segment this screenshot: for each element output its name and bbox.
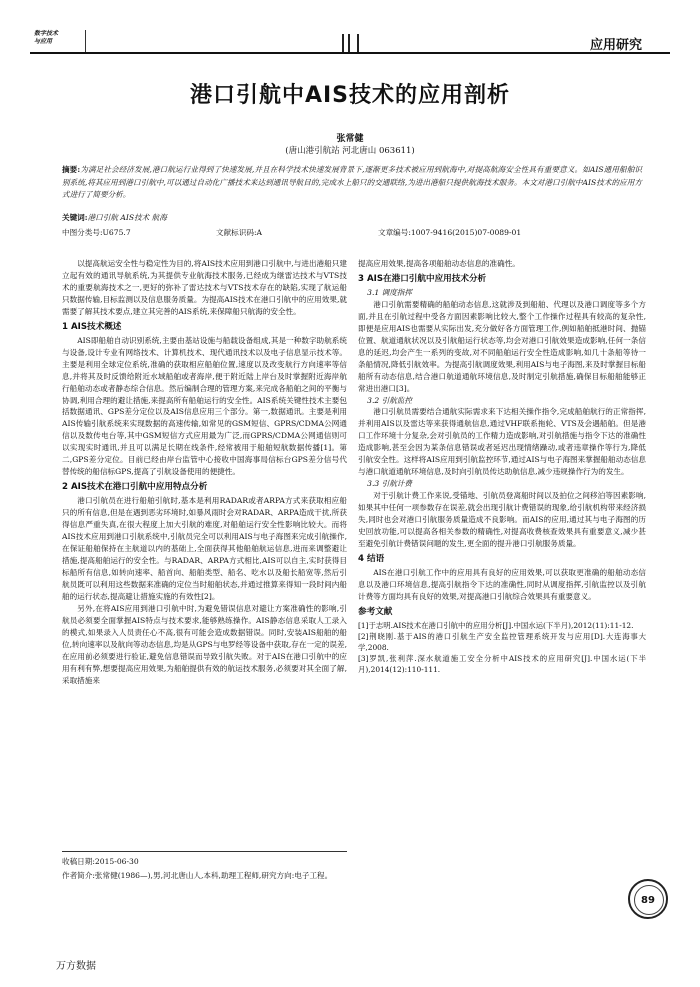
watermark-text: 万方数据 <box>56 961 96 972</box>
author-affiliation: (唐山港引航站 河北唐山 063611) <box>285 146 415 156</box>
section-3-2-text: 港口引航员需要结合通航实际需求来下达相关操作指令,完成船舶航行的正常指挥,并利用AIS以及雷达等来获得通航信息,通过VHF联系拖轮、VTS及会遇船舶。但是港口工作环境十分复杂,会对引航员的工作精力造成影响,对引航措施与指令下达的准确性造成影响,甚至会因为某条信息错误或者延迟出现情绪躁动,或者违章操作等行为,降低引航安全性。这样将AIS应用到引航监控环节,通过AIS与电子海图来掌握船舶动态信息与港口航道通航环境信息,及时向引航员传达助航信息,减少违规操作行为的发生。 <box>358 407 646 477</box>
clc-number: 中图分类号:U675.7 <box>62 228 131 237</box>
section-3-1-text: 港口引航需要精确的船舶动态信息,这就涉及到船舶、代理以及港口调度等多个方面,并且在引航过程中受各方面因素影响比较大,整个工作操作过程具有较高的复杂性,即便是应用AIS也需要从实际出发,充分做好各方面管理工作,例如船舶抵港时间、抛锚位置、航道通航状况以及引航船运行状态等,均会对港口引航效果造成影响,任何一条信息的延迟,均会产生一系列的变故,对不同船舶运行安全性造成影响,如几十条船等待一条船情况,降低引航效率。为提高引航调度效果,利用AIS与电子海图,来及时掌握目标船舶所有动态信息,结合港口航道通航环境信息,及时制定引航措施,确保目标船舶能够正常进出港口[3]。 <box>358 299 646 393</box>
section-1-heading: 1 AIS技术概述 <box>62 321 122 332</box>
section-2-paragraph-1: 港口引航员在进行船舶引航时,基本是利用RADAR或者ARPA方式来获取相应船只的所有信息,但是在遇到恶劣环境时,如暴风雨时会对RADAR、ARPA造成干扰,所获得信息严重失真,在很大程度上加大引航的难度,对船舶运行安全性影响比较大。而将AIS技术应用到港口引航系统中,引航员完全可以利用AIS与电子海图来完成引航操作,在保证船舶保持在主航道以内的基础上,全面获得其他船舶航运信息,进而来调整避让措施,提高船舶运行的安全性。与RADAR、ARPA方式相比,AIS可以自主,实时获得目标船所有信息,如转向速率、船首向、船舶类型、船名、吃水以及船长船宽等,然后引航员既可以利用这些数据来准确的定位当时船舶状态,并通过推算来得知一段时间内船舶的运行状态,提高避让措施实施的有效性[2]。 <box>62 496 347 601</box>
keywords-label: 关键词: <box>62 213 88 222</box>
journal-logo-line1: 数字技术 <box>34 30 59 37</box>
section-3-2-heading: 3.2 引航监控 <box>367 395 412 405</box>
reference-item: [2]荆晓刚.基于AIS的港口引航生产安全监控管理系统开发与应用[D].大连海事大学,2008. <box>358 631 646 652</box>
page-number: 89 <box>641 895 655 906</box>
abstract-text: 为满足社会经济发展,港口航运行业得到了快速发展,并且在科学技术快速发展背景下,逐渐更多技术被应用到航海中,对提高航海安全性具有重要意义。如AIS通用船舶识别系统,将其应用到港口引航中,可以通过自动化广播技术来达到通讯导航目的,完成水上船只的交通联络,为进出港船只提供航海技术服务。本文对港口引航中AIS技术的应用方式进行了简要分析。 <box>62 165 642 199</box>
section-2-paragraph-2: 另外,在将AIS应用到港口引航中时,为避免错误信息对避让方案准确性的影响,引航员必须要全面掌握AIS特点与技术要求,能够熟练操作。AIS静态信息采取人工录入的模式,如果录入人员责任心不高,很有可能会造成数据错误。同时,安装AIS船舶的船位,转向速率以及航向等动态信息,均是从GPS与电罗经等设备中获取,存在一定的误差,在应用前必须要进行验证,避免信息错误而导致引航失败。对于AIS在港口引航中的应用有利有弊,想要提高应用效果,为船舶提供有效的航运技术服务,必须要对其全面了解,采取措施来 <box>62 603 347 685</box>
article-number: 文章编号:1007-9416(2015)07-0089-01 <box>378 228 522 237</box>
abstract <box>62 164 642 202</box>
author-bio: 作者简介:张常健(1986—),男,河北唐山人,本科,助理工程师,研究方向:电子工程。 <box>62 871 333 880</box>
column-name: 应用研究 <box>590 38 643 53</box>
reference-list <box>358 620 646 675</box>
section-3-heading: 3 AIS在港口引航中应用技术分析 <box>358 273 487 284</box>
section-3-3-text: 对于引航计费工作来说,受锚地、引航员登离船时间以及拍位之间移泊等因素影响,如果其中任何一项参数存在误差,就会出现引航计费错误的现象,给引航机构带来经济损失,同时也会对港口引航服务质量造成不良影响。而AIS的应用,通过其与电子海图的历史回放功能,可以提高各相关参数的精确性,对提高收费核查效果具有重要意义,减少甚至避免引航计费错误问题的发生,更全面的提升港口引航服务质量。 <box>358 491 646 548</box>
header-bars-decoration <box>340 34 362 52</box>
header-rule <box>30 52 670 54</box>
references-heading: 参考文献 <box>358 606 393 617</box>
journal-logo-line2: 与应用 <box>34 38 53 45</box>
continued-text: 提高应用效果,提高各项船舶动态信息的准确性。 <box>358 259 520 268</box>
author-name: 张常健 <box>336 134 364 144</box>
footnote-rule <box>62 851 347 852</box>
section-3-1-heading: 3.1 调度指挥 <box>367 287 412 297</box>
left-column <box>62 258 347 686</box>
reference-item: [1]于志明.AIS技术在港口引航中的应用分析[J].中国水运(下半月),2012(11):11-12. <box>358 620 634 630</box>
page-number-badge <box>628 879 668 919</box>
section-1-text: AIS即船舶自动识别系统,主要由基站设施与船载设备组成,其是一种数字助航系统与设备,设计专业有网络技术、计算机技术、现代通讯技术以及电子信息显示技术等。主要是利用全球定位系统,准确的获取相应船舶位置,速度以及改变航行方向速率等信息,并将其及时反馈给附近水域船舶或者海岸,便于附近陆上岸台及时掌握附近海岸航行船舶动态或者静态综合信息。然后编制合理的管理方案,来完成各船舶之间的平衡与协调,利用合理的避让措施,来提高所有船舶运行的安全性。AIS系统关键性技术主要包括数据通讯、GPS差分定位以及AIS信息应用三个部分。第一,数据通讯。主要是利用AIS传输引航系统来实现数据的高速传输,如常见的GSM短信、GPRS/CDMA公网通信以及数传电台等,其中GSM短信方式应用最为广泛,而GPRS/CDMA公网通信则可以实现实时通讯,并且可以满足长期在线条件,经常被用于船舶短航数据传播[1]。第二,GPS差分定位。目前已经由岸台监管中心接收中国海事局信标台GPS差分信号代替传统的船信标GPS,提高了引航设备使用的便捷性。 <box>62 335 347 477</box>
received-date: 收稿日期:2015-06-30 <box>62 857 139 866</box>
reference-item: [3]罗凯,张利萍.深水航道施工安全分析中AIS技术的应用研究[J].中国水运(下半月),2014(12):110-111. <box>358 653 646 674</box>
section-4-heading: 4 结语 <box>358 553 385 564</box>
right-column <box>358 258 646 675</box>
section-4-text: AIS在港口引航工作中的应用具有良好的应用效果,可以获取更准确的船舶动态信息以及港口环境信息,提高引航指令下达的准确性,同时从调度指挥,引航监控以及引航计费等方面均具有良好的效果,对提高港口引航综合效果具有重要意义。 <box>358 567 646 601</box>
section-3-3-heading: 3.3 引航计费 <box>367 479 412 489</box>
intro-paragraph: 以提高航运安全性与稳定性为目的,将AIS技术应用到港口引航中,与进出港船只建立起有效的通讯导航系统,为其提供专业航海技术服务,已经成为继雷达技术与VTS技术的重要航海技术之一,更好的弥补了雷达技术与VTS技术存在的缺陷,实现了航运船只数据传输,目标监测以及信息服务质量。为提高AIS技术在港口引航中的应用效果,就需要了解其技术要点,建立其完善的AIS系统,来保障船只航海的安全性。 <box>62 259 347 316</box>
journal-logo-box <box>30 30 86 52</box>
article-title: 港口引航中AIS技术的应用剖析 <box>189 83 511 108</box>
keywords <box>62 212 167 223</box>
section-2-heading: 2 AIS技术在港口引航中应用特点分析 <box>62 482 208 493</box>
keywords-text: 港口引航 AIS技术 航海 <box>87 213 167 222</box>
abstract-label: 摘要: <box>62 165 81 174</box>
document-code: 文献标识码:A <box>216 228 263 237</box>
